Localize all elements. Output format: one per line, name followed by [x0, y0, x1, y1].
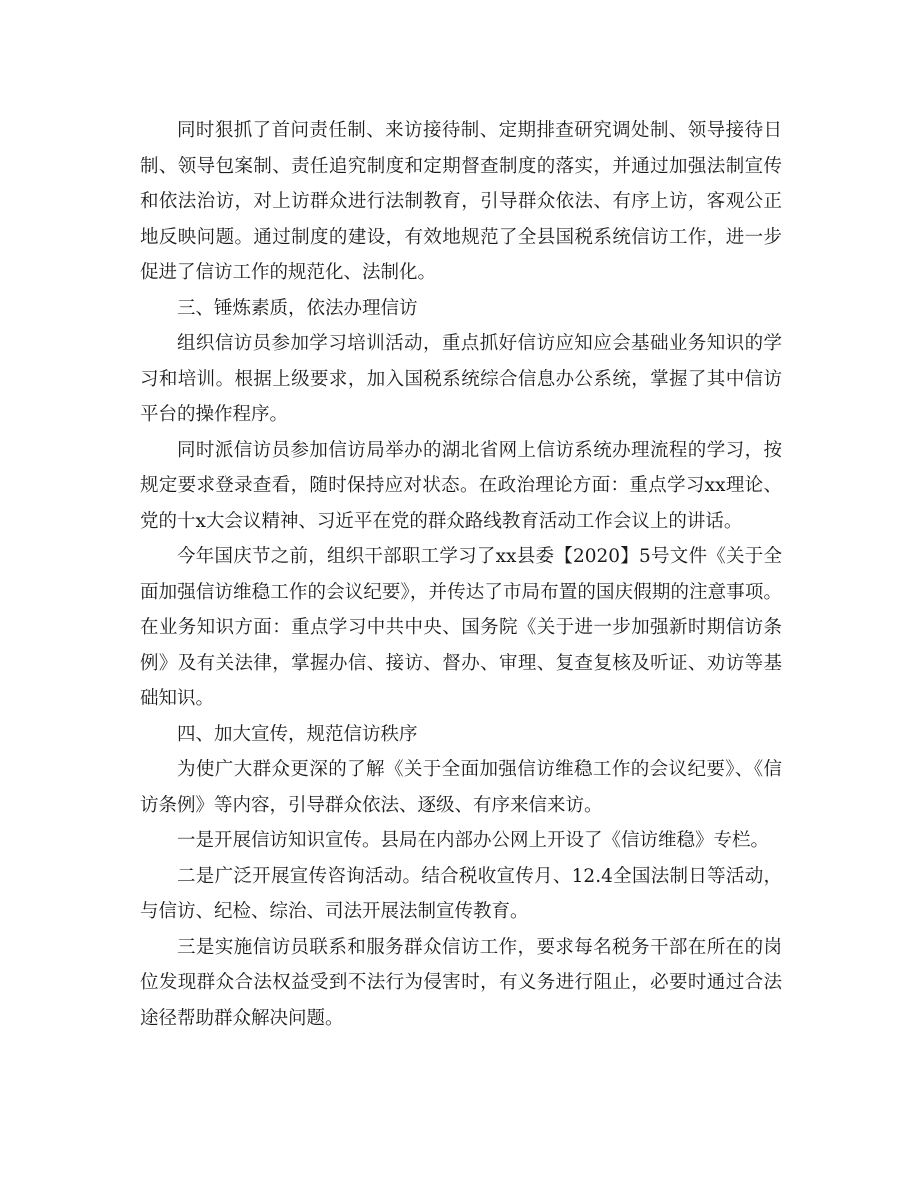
document-body [140, 113, 782, 1036]
paragraph-responsibility-systems: 同时狠抓了首问责任制、来访接待制、定期排查研究调处制、领导接待日制、领导包案制、责任追究制度和定期督查制度的落实，并通过加强法制宣传和依法治访，对上访群众进行法制教育，引导群众依法、有序上访，客观公正地反映问题。通过制度的建设，有效地规范了全县国税系统信访工作，进一步促进了信访工作的规范化、法制化。 [140, 120, 782, 283]
paragraph-online-system: 同时派信访员参加信访局举办的湖北省网上信访系统办理流程的学习，按规定要求登录查看，随时保持应对状态。在政治理论方面：重点学习xx理论、党的十x大会议精神、习近平在党的群众路线教育活动工作会议上的讲话。 [140, 439, 782, 532]
paragraph-publicity-intro: 为使广大群众更深的了解《关于全面加强信访维稳工作的会议纪要》、《信访条例》等内容，引导群众依法、逐级、有序来信来访。 [140, 759, 782, 816]
paragraph-publicity-3: 三是实施信访员联系和服务群众信访工作，要求每名税务干部在所在的岗位发现群众合法权益受到不法行为侵害时，有义务进行阻止，必要时通过合法途径帮助群众解决问题。 [140, 936, 782, 1029]
paragraph-publicity-1: 一是开展信访知识宣传。县局在内部办公网上开设了《信访维稳》专栏。 [177, 830, 770, 851]
paragraph-training: 组织信访员参加学习培训活动，重点抓好信访应知应会基础业务知识的学习和培训。根据上级要求，加入国税系统综合信息办公系统，掌握了其中信访平台的操作程序。 [140, 333, 782, 425]
section-heading-4: 四、加大宣传，规范信访秩序 [177, 723, 418, 745]
paragraph-publicity-2: 二是广泛开展宣传咨询活动。结合税收宣传月、12.4全国法制日等活动，与信访、纪检、综治、司法开展法制宣传教育。 [140, 865, 782, 922]
paragraph-national-day: 今年国庆节之前，组织干部职工学习了xx县委【2020】5号文件《关于全面加强信访维稳工作的会议纪要》，并传达了市局布置的国庆假期的注意事项。在业务知识方面：重点学习中共中央、国务院《关于进一步加强新时期信访条例》及有关法律，掌握办信、接访、督办、审理、复查复核及听证、劝访等基础知识。 [140, 546, 782, 709]
section-heading-3: 三、锤炼素质，依法办理信访 [177, 297, 418, 319]
